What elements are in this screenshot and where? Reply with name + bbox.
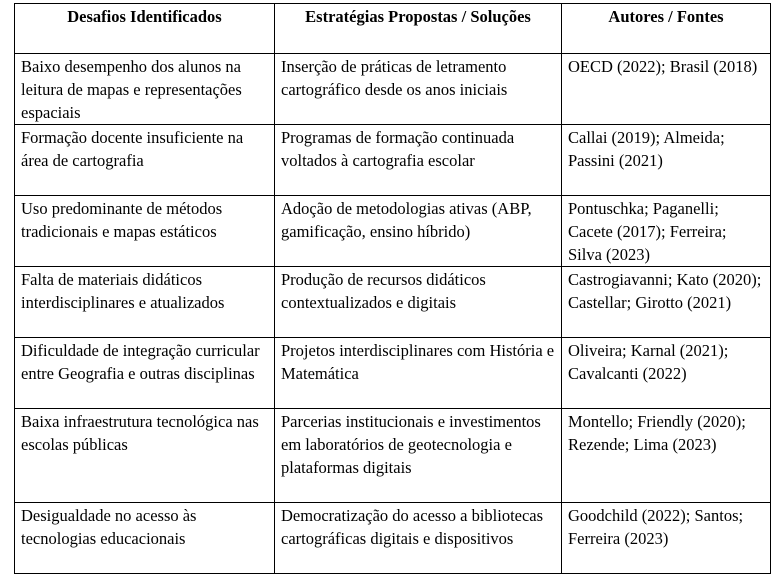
cell-autores: OECD (2022); Brasil (2018) [562, 54, 771, 125]
header-autores: Autores / Fontes [562, 4, 771, 54]
cell-desafio: Baixo desempenho dos alunos na leitura de mapas e representações espaciais [15, 54, 275, 125]
header-estrategias: Estratégias Propostas / Soluções [275, 4, 562, 54]
cell-desafio: Desigualdade no acesso às tecnologias educacionais [15, 503, 275, 574]
cell-estrategia: Democratização do acesso a bibliotecas cartográficas digitais e dispositivos [275, 503, 562, 574]
cell-autores: Oliveira; Karnal (2021); Cavalcanti (2022) [562, 338, 771, 409]
table-row [15, 503, 771, 574]
table-row [15, 267, 771, 338]
table-row [15, 338, 771, 409]
header-desafios: Desafios Identificados [15, 4, 275, 54]
cell-desafio: Falta de materiais didáticos interdisciplinares e atualizados [15, 267, 275, 338]
cell-estrategia: Programas de formação continuada voltados à cartografia escolar [275, 125, 562, 196]
cell-estrategia: Projetos interdisciplinares com História e Matemática [275, 338, 562, 409]
table-row [15, 196, 771, 267]
cell-autores: Montello; Friendly (2020); Rezende; Lima (2023) [562, 409, 771, 503]
cell-desafio: Baixa infraestrutura tecnológica nas escolas públicas [15, 409, 275, 503]
cell-autores: Callai (2019); Almeida; Passini (2021) [562, 125, 771, 196]
challenges-table [14, 3, 771, 574]
table-row [15, 409, 771, 503]
cell-desafio: Uso predominante de métodos tradicionais e mapas estáticos [15, 196, 275, 267]
header-row [15, 4, 771, 54]
cell-desafio: Dificuldade de integração curricular entre Geografia e outras disciplinas [15, 338, 275, 409]
cell-autores: Castrogiavanni; Kato (2020); Castellar; Girotto (2021) [562, 267, 771, 338]
cell-estrategia: Adoção de metodologias ativas (ABP, gamificação, ensino híbrido) [275, 196, 562, 267]
cell-autores: Goodchild (2022); Santos; Ferreira (2023) [562, 503, 771, 574]
table-row [15, 54, 771, 125]
cell-desafio: Formação docente insuficiente na área de cartografia [15, 125, 275, 196]
cell-estrategia: Parcerias institucionais e investimentos em laboratórios de geotecnologia e plataformas digitais [275, 409, 562, 503]
cell-estrategia: Produção de recursos didáticos contextualizados e digitais [275, 267, 562, 338]
cell-autores: Pontuschka; Paganelli; Cacete (2017); Ferreira; Silva (2023) [562, 196, 771, 267]
table-row [15, 125, 771, 196]
cell-estrategia: Inserção de práticas de letramento cartográfico desde os anos iniciais [275, 54, 562, 125]
